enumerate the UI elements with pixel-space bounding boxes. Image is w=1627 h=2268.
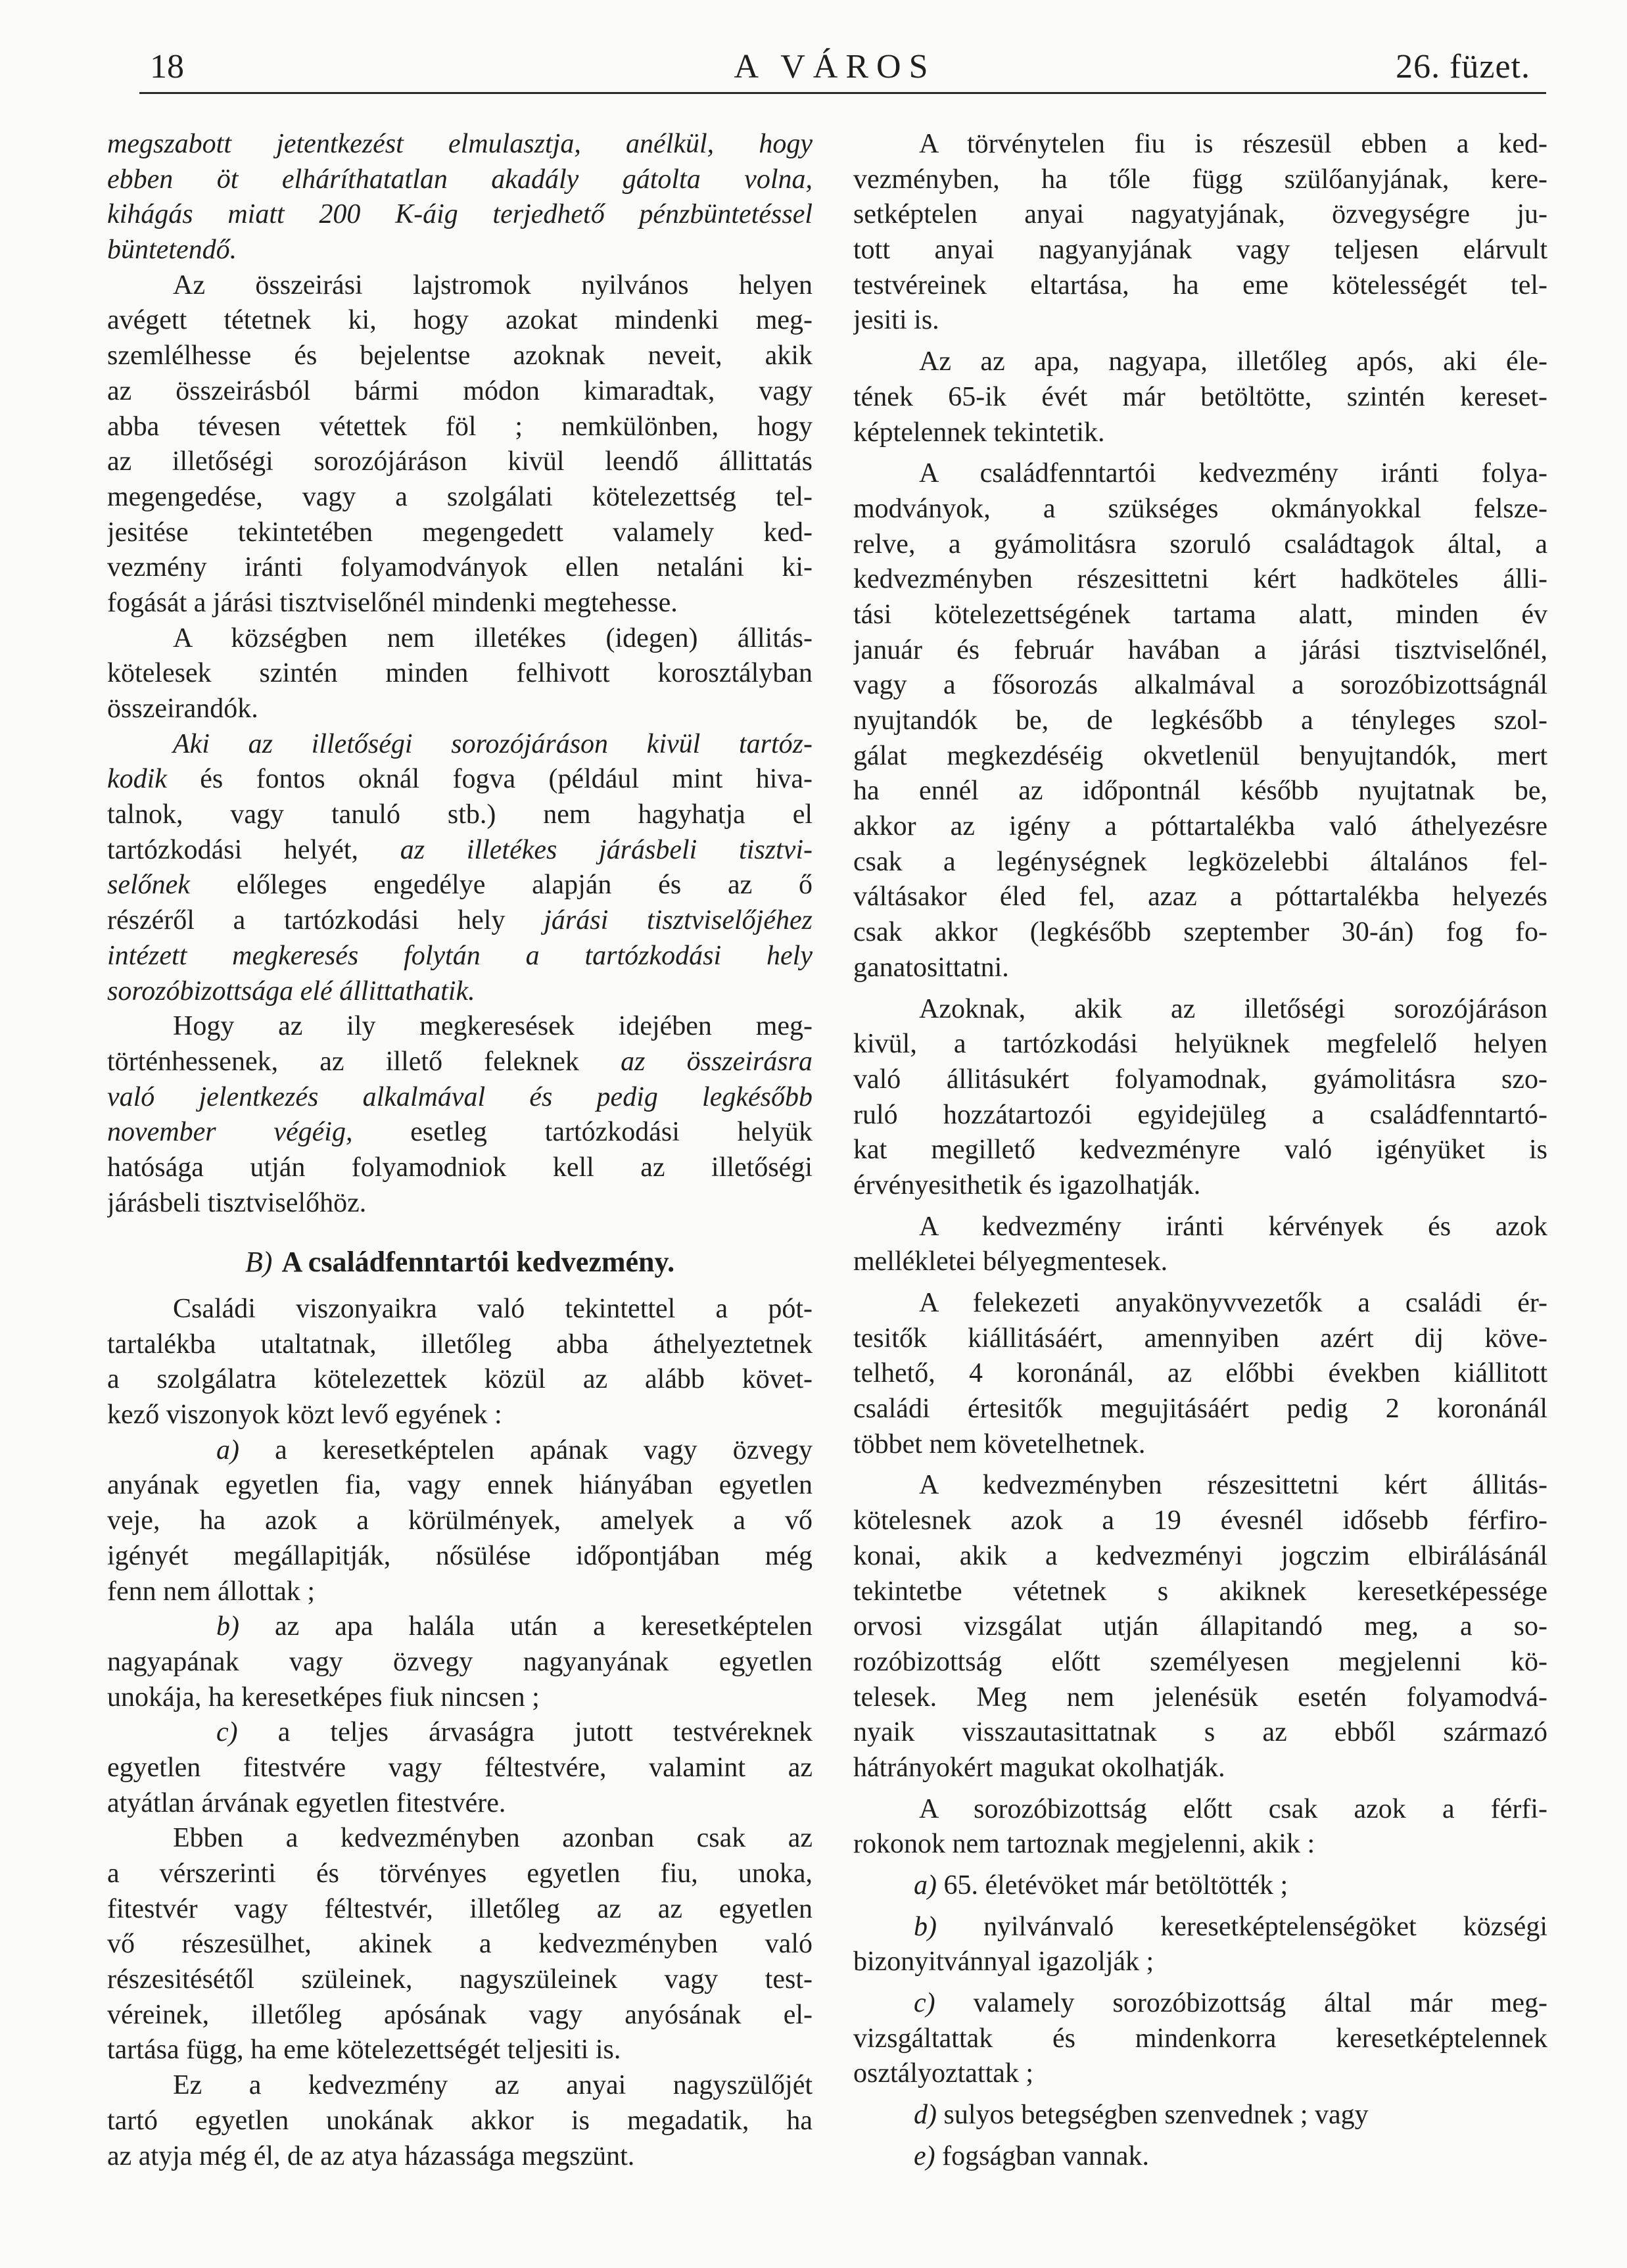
text: váltásakor éled fel, azaz a póttartalékba helyezés: [853, 882, 1547, 912]
text-line: [853, 809, 1547, 845]
text-line: [107, 1433, 813, 1469]
text-line: [107, 1927, 813, 1962]
text: atyátlan árvának egyetlen fitestvére.: [107, 1787, 506, 1818]
text-line: [853, 1321, 1547, 1357]
text-line: [107, 1292, 813, 1327]
text: hátrányokért magukat okolhatják.: [853, 1752, 1225, 1783]
text: a teljes árvaságra jutott testvéreknek: [237, 1717, 813, 1748]
italic-text: az illetékes járásbeli tisztvi-: [400, 834, 813, 865]
text-line: [853, 774, 1547, 809]
text-line: [107, 268, 813, 304]
text: az illetőségi sorozójáráson kivül leendő állittatás: [107, 446, 813, 477]
text-line: [107, 1645, 813, 1680]
list-item: [853, 1868, 1547, 1904]
text: történhessenek, az illető feleknek: [107, 1046, 621, 1077]
list-item: [107, 1715, 813, 1821]
text: modványok, a szükséges okmányokkal felsze-: [853, 493, 1547, 524]
list-item: [853, 1910, 1547, 1980]
text: konai, akik a kedvezményi jogczim elbirálásánál: [853, 1540, 1547, 1571]
text-line: [853, 2021, 1547, 2057]
text: csak a legénységnek legközelebbi általános fel-: [853, 846, 1547, 877]
text: és fontos oknál fogva (például mint hiva-: [166, 764, 813, 795]
text-line: [853, 1503, 1547, 1539]
italic-text: b): [914, 1911, 937, 1942]
text: Ebben a kedvezményben azonban csak az: [173, 1823, 813, 1854]
text-line: [107, 621, 813, 657]
paragraph: [853, 1468, 1547, 1785]
text: kat megillető kedvezményre való igényüket is: [853, 1135, 1547, 1166]
text: tartó egyetlen unokának akkor is megadatik, ha: [107, 2105, 813, 2136]
text-line: [107, 692, 813, 727]
text: Ez a kedvezmény az anyai nagyszülőjét: [173, 2070, 813, 2101]
text-line: [107, 586, 813, 621]
text: A községben nem illetékes (idegen) állitás-: [173, 623, 813, 653]
text: testvéreinek eltartása, ha eme kötelességét tel-: [853, 270, 1547, 300]
text-line: [853, 598, 1547, 633]
text-line: [853, 303, 1547, 339]
text-line: [853, 1868, 1547, 1904]
text-line: [107, 1821, 813, 1856]
italic-text: a): [914, 1870, 937, 1901]
issue-number: 26. füzet.: [1396, 48, 1530, 85]
text-line: [107, 197, 813, 233]
text-line: [107, 1080, 813, 1116]
italic-text: kihágás miatt 200 K-áig terjedhető pénzbüntetéssel: [107, 199, 813, 230]
paragraph: [107, 621, 813, 727]
text-line: [107, 2033, 813, 2068]
text: kedvezményben részesittetni kért hadköteles álli-: [853, 564, 1547, 595]
text-line: [853, 1986, 1547, 2021]
header-rule: [139, 92, 1546, 94]
italic-text: november végéig,: [107, 1117, 353, 1148]
text-line: [853, 992, 1547, 1028]
text: véreinek, illetőleg apósának vagy anyósának el-: [107, 1999, 813, 2030]
list-item: [107, 1433, 813, 1609]
text: Családi viszonyaikra való tekintettel a pót-: [173, 1294, 813, 1324]
paragraph-group: [107, 127, 813, 1221]
text-line: [107, 1751, 813, 1786]
text-line: [853, 880, 1547, 915]
text: az összeirásból bármi módon kimaradtak, vagy: [107, 375, 813, 406]
text-line: [107, 868, 813, 903]
text-line: [107, 1998, 813, 2033]
text-line: [853, 415, 1547, 451]
paragraph: [853, 1210, 1547, 1280]
text-line: [853, 1244, 1547, 1280]
text-line: [853, 456, 1547, 492]
text: jesitése tekintetében megengedett valamely ked-: [107, 517, 813, 548]
text-line: [853, 1751, 1547, 1786]
text-line: [107, 1150, 813, 1186]
italic-text: intézett megkeresés folytán a tartózkodási hely: [107, 940, 813, 971]
text-line: [853, 2139, 1547, 2175]
running-title: A VÁROS: [734, 48, 936, 85]
text: megengedése, vagy a szolgálati kötelezettség tel-: [107, 481, 813, 512]
paragraph: [107, 1009, 813, 1221]
text: sulyos betegségben szenvednek ; vagy: [937, 2100, 1369, 2131]
text-line: [107, 410, 813, 445]
text: a vérszerinti és törvényes egyetlen fiu, unoka,: [107, 1858, 813, 1889]
text-line: [107, 1856, 813, 1892]
text-line: [107, 1574, 813, 1610]
text-line: [853, 344, 1547, 380]
text-line: [853, 1027, 1547, 1062]
list-item: [853, 2098, 1547, 2133]
italic-text: c): [914, 1988, 935, 2019]
text: ruló hozzátartozói egyidejüleg a családfenntartó-: [853, 1099, 1547, 1130]
text-line: [107, 2068, 813, 2104]
text: kötelesnek azok a 19 évesnél idősebb férfiro-: [853, 1505, 1547, 1536]
text: A felekezeti anyakönyvvezetők a családi ér-: [919, 1288, 1547, 1318]
italic-text: való jelentkezés alkalmával és pedig legkésőbb: [107, 1081, 813, 1112]
text-line: [853, 492, 1547, 527]
text: Az az apa, nagyapa, illetőleg após, aki éle-: [919, 346, 1547, 377]
text-line: [853, 233, 1547, 268]
text-line: [107, 444, 813, 480]
italic-text: e): [914, 2140, 935, 2171]
text: valamely sorozóbizottság által már meg-: [935, 1988, 1547, 2019]
text-line: [853, 1792, 1547, 1828]
text: osztályoztattak ;: [853, 2058, 1034, 2089]
text-line: [853, 1062, 1547, 1098]
text: vizsgáltattak és mindenkorra keresetképtelennek: [853, 2023, 1547, 2054]
right-column: [853, 127, 1547, 2175]
paragraph: [107, 727, 813, 1010]
text-line: [107, 1045, 813, 1080]
text-line: [107, 1503, 813, 1539]
text-line: [853, 1168, 1547, 1204]
text-line: [853, 197, 1547, 233]
text-line: [853, 268, 1547, 304]
text: az apa halála után a keresetképtelen: [239, 1611, 813, 1642]
text-line: [107, 162, 813, 198]
section-heading: [107, 1244, 813, 1280]
text: rozóbizottság előtt személyesen megjelenni kö-: [853, 1646, 1547, 1677]
text-line: [853, 1210, 1547, 1245]
text: Az összeirási lajstromok nyilvános helyen: [173, 270, 813, 300]
text-line: [107, 374, 813, 410]
text: tartása függ, ha eme kötelezettségét teljesiti is.: [107, 2035, 621, 2066]
text-line: [107, 1680, 813, 1716]
italic-text: ebben öt elháríthatatlan akadály gátolta volna,: [107, 164, 813, 195]
text: tási kötelezettségének tartama alatt, minden év: [853, 599, 1547, 630]
text: mellékletei bélyegmentesek.: [853, 1246, 1168, 1277]
text-line: [853, 739, 1547, 774]
text-line: [853, 562, 1547, 598]
text: telesek. Meg nem jelenésük esetén folyamodvá-: [853, 1682, 1547, 1713]
text-line: [107, 2104, 813, 2139]
text: telhető, 4 koronánál, az előbbi években kiállitott: [853, 1358, 1547, 1389]
paragraph: [107, 1821, 813, 2068]
text-line: [853, 1680, 1547, 1716]
text: jesiti is.: [853, 305, 939, 336]
text-line: [853, 1645, 1547, 1680]
italic-text: b): [216, 1611, 239, 1642]
italic-text: selőnek: [107, 870, 190, 901]
text-line: [107, 1398, 813, 1433]
text-line: [853, 1356, 1547, 1392]
text: tott anyai nagyanyjának vagy teljesen elárvult: [853, 235, 1547, 266]
list-item: [853, 2139, 1547, 2175]
text: orvosi vizsgálat utján állapitandó meg, a so-: [853, 1611, 1547, 1642]
text: bizonyitvánnyal igazolják ;: [853, 1947, 1154, 1977]
text: szemlélhesse és bejelentse azoknak neveit, akik: [107, 341, 813, 371]
text: érvényesithetik és igazolhatják.: [853, 1169, 1201, 1200]
text: anyának egyetlen fia, vagy ennek hiányában egyetlen: [107, 1470, 813, 1501]
text-line: [853, 1609, 1547, 1645]
text-line: [853, 845, 1547, 880]
text: Hogy az ily megkeresések idejében meg-: [173, 1011, 813, 1042]
paragraph: [853, 456, 1547, 985]
text-line: [853, 1286, 1547, 1321]
paragraph: [853, 992, 1547, 1204]
italic-text: a): [216, 1434, 239, 1465]
text: unokája, ha keresetképes fiuk nincsen ;: [107, 1682, 540, 1713]
text: az atyja még él, de az atya házassága megszünt.: [107, 2140, 635, 2171]
text-line: [853, 1392, 1547, 1427]
text: akkor az igény a póttartalékba való áthelyezésre: [853, 811, 1547, 842]
text: A törvénytelen fiu is részesül ebben a ked-: [919, 129, 1547, 159]
text: vő részesülhet, akinek a kedvezményben való: [107, 1929, 813, 1960]
text: képtelennek tekintetik.: [853, 417, 1105, 448]
paragraph: [853, 1286, 1547, 1462]
text-line: [853, 1827, 1547, 1862]
text: előleges engedélye alapján és az ő: [189, 870, 813, 901]
text: 65. életévöket már betöltötték ;: [937, 1870, 1288, 1901]
text: részéről a tartózkodási hely: [107, 905, 544, 936]
italic-text: Aki az illetőségi sorozójáráson kivül tartóz-: [173, 728, 813, 759]
text: tének 65-ik évét már betöltötte, szintén kereset-: [853, 381, 1547, 412]
paragraph: [107, 1292, 813, 1433]
text-line: [853, 2056, 1547, 2092]
text: fogását a járási tisztviselőnél mindenki megtehesse.: [107, 587, 678, 618]
text: való állitásukért folyamodnak, gyámolitásra szo-: [853, 1064, 1547, 1095]
text-line: [107, 1962, 813, 1998]
text-line: [107, 480, 813, 515]
text-line: [853, 668, 1547, 703]
text-line: [107, 1468, 813, 1503]
section-body: [107, 1292, 813, 2174]
text-line: [853, 1910, 1547, 1945]
text: relve, a gyámolitásra szoruló családtagok által, a: [853, 529, 1547, 559]
list-item: [107, 1609, 813, 1715]
text-line: [107, 1892, 813, 1927]
text: kező viszonyok közt levő egyének :: [107, 1400, 502, 1430]
text-line: [107, 656, 813, 692]
italic-text: d): [914, 2100, 937, 2131]
text-line: [107, 1362, 813, 1398]
text: A sorozóbizottság előtt csak azok a férfi-: [919, 1793, 1547, 1824]
text-line: [107, 515, 813, 551]
paragraph: [853, 127, 1547, 339]
text-line: [107, 550, 813, 586]
text: esetleg tartózkodási helyük: [352, 1117, 813, 1148]
text: A kedvezményben részesittetni kért állitás-: [919, 1470, 1547, 1501]
italic-text: kodik: [107, 764, 167, 795]
section-title: A családfenntartói kedvezmény.: [281, 1246, 675, 1279]
text-line: [853, 1715, 1547, 1751]
text: ganatosittatni.: [853, 952, 1009, 983]
text-line: [107, 1539, 813, 1574]
list-item: [853, 1986, 1547, 2092]
text: setképtelen anyai nagyatyjának, özvegységre ju-: [853, 199, 1547, 230]
text-line: [107, 127, 813, 162]
text: január és február havában a járási tisztviselőnél,: [853, 634, 1547, 665]
text-line: [853, 633, 1547, 669]
italic-text: sorozóbizottsága elé állittathatik.: [107, 976, 475, 1006]
text-line: [853, 380, 1547, 415]
text: Azoknak, akik az illetőségi sorozójáráson: [919, 993, 1547, 1024]
text-line: [107, 339, 813, 374]
text: tesitők kiállitásáért, amennyiben azért dij köve-: [853, 1323, 1547, 1354]
text-line: [853, 127, 1547, 162]
text-line: [853, 703, 1547, 739]
text-line: [853, 1574, 1547, 1610]
text: A kedvezmény iránti kérvények és azok: [919, 1211, 1547, 1242]
text-line: [107, 233, 813, 268]
text: talnok, vagy tanuló stb.) nem hagyhatja el: [107, 799, 813, 830]
text-line: [853, 951, 1547, 986]
text-line: [853, 1468, 1547, 1503]
text: igényét megállapitják, nősülése időpontjában még: [107, 1540, 813, 1571]
text-line: [107, 727, 813, 763]
text-line: [853, 1539, 1547, 1574]
text: avégett tétetnek ki, hogy azokat mindenki meg-: [107, 305, 813, 336]
text-line: [853, 2098, 1547, 2133]
text: vezményben, ha tőle függ szülőanyjának, kere-: [853, 164, 1547, 195]
text-line: [107, 903, 813, 939]
page-number: 18: [150, 48, 184, 85]
text: járásbeli tisztviselőhöz.: [107, 1187, 367, 1218]
text: nagyapának vagy özvegy nagyanyának egyetlen: [107, 1646, 813, 1677]
text-line: [107, 303, 813, 339]
text-line: [107, 762, 813, 797]
text: egyetlen fitestvére vagy féltestvére, valamint az: [107, 1752, 813, 1783]
text-line: [107, 939, 813, 974]
text: összeirandók.: [107, 694, 258, 724]
text-line: [107, 1786, 813, 1822]
text: veje, ha azok a körülmények, amelyek a vő: [107, 1505, 813, 1536]
text: többet nem követelhetnek.: [853, 1429, 1146, 1459]
paragraph: [107, 268, 813, 621]
italic-text: büntetendő.: [107, 235, 237, 266]
text: nyaik visszautasittatnak s az ebből származó: [853, 1717, 1547, 1748]
italic-text: járási tisztviselőjéhez: [544, 905, 813, 936]
text-line: [107, 2139, 813, 2175]
text: a szolgálatra kötelezettek közül az alább követ-: [107, 1364, 813, 1395]
text: tartalékba utaltatnak, illetőleg abba áthelyeztetnek: [107, 1329, 813, 1359]
text: nyilvánvaló keresetképtelenségöket községi: [937, 1911, 1547, 1942]
text: kivül, a tartózkodási helyüknek megfelelő helyen: [853, 1029, 1547, 1060]
paragraph: [853, 1792, 1547, 1862]
text-line: [853, 915, 1547, 951]
paragraph: [107, 127, 813, 268]
text-line: [107, 1327, 813, 1363]
text-line: [853, 1098, 1547, 1133]
text: családi értesitők megujitásáért pedig 2 koronánál: [853, 1394, 1547, 1425]
text-line: [107, 1715, 813, 1751]
text-line: [107, 833, 813, 868]
text-line: [107, 1115, 813, 1150]
text: hatósága utján folyamodniok kell az illetőségi: [107, 1152, 813, 1183]
text-line: [107, 797, 813, 833]
text: fogságban vannak.: [935, 2140, 1150, 2171]
text-line: [853, 162, 1547, 198]
paragraph-group: [853, 127, 1547, 2175]
text: ha ennél az időpontnál később nyujtatnak be,: [853, 776, 1547, 807]
text: részesitésétől szüleinek, nagyszüleinek vagy test-: [107, 1964, 813, 1995]
text-line: [107, 1009, 813, 1045]
italic-text: megszabott jetentkezést elmulasztja, anélkül, hogy: [107, 129, 813, 159]
text-line: [853, 1945, 1547, 1980]
text: vezmény iránti folyamodványok ellen netaláni ki-: [107, 552, 813, 583]
text: fenn nem állottak ;: [107, 1576, 316, 1607]
text-line: [107, 1609, 813, 1645]
text: gálat megkezdéséig okvetlenül benyujtandók, mert: [853, 740, 1547, 771]
italic-text: c): [216, 1717, 238, 1748]
text-line: [853, 1133, 1547, 1168]
text: tekintetbe vétetnek s akiknek keresetképessége: [853, 1576, 1547, 1607]
paragraph: [853, 344, 1547, 450]
text: nyujtandók be, de legkésőbb a tényleges szol-: [853, 705, 1547, 736]
text: a keresetképtelen apának vagy özvegy: [239, 1434, 813, 1465]
text: kötelesek szintén minden felhivott korosztályban: [107, 658, 813, 689]
paragraph: [107, 2068, 813, 2174]
text-line: [853, 527, 1547, 563]
text: vagy a fősorozás alkalmával a sorozóbizottságnál: [853, 670, 1547, 701]
text: abba tévesen vétettek föl ; nemkülönben, hogy: [107, 411, 813, 442]
text: rokonok nem tartoznak megjelenni, akik :: [853, 1829, 1315, 1860]
left-column: [107, 127, 813, 2174]
italic-text: az összeirásra: [621, 1046, 813, 1077]
section-label: B): [245, 1246, 273, 1279]
text-line: [107, 974, 813, 1010]
text-line: [107, 1186, 813, 1221]
text: tartózkodási helyét,: [107, 834, 400, 865]
text: A családfenntartói kedvezmény iránti folya-: [919, 458, 1547, 489]
text: fitestvér vagy féltestvér, illetőleg az az egyetlen: [107, 1893, 813, 1924]
text-line: [853, 1427, 1547, 1463]
text: csak akkor (legkésőbb szeptember 30-án) fog fo-: [853, 917, 1547, 948]
